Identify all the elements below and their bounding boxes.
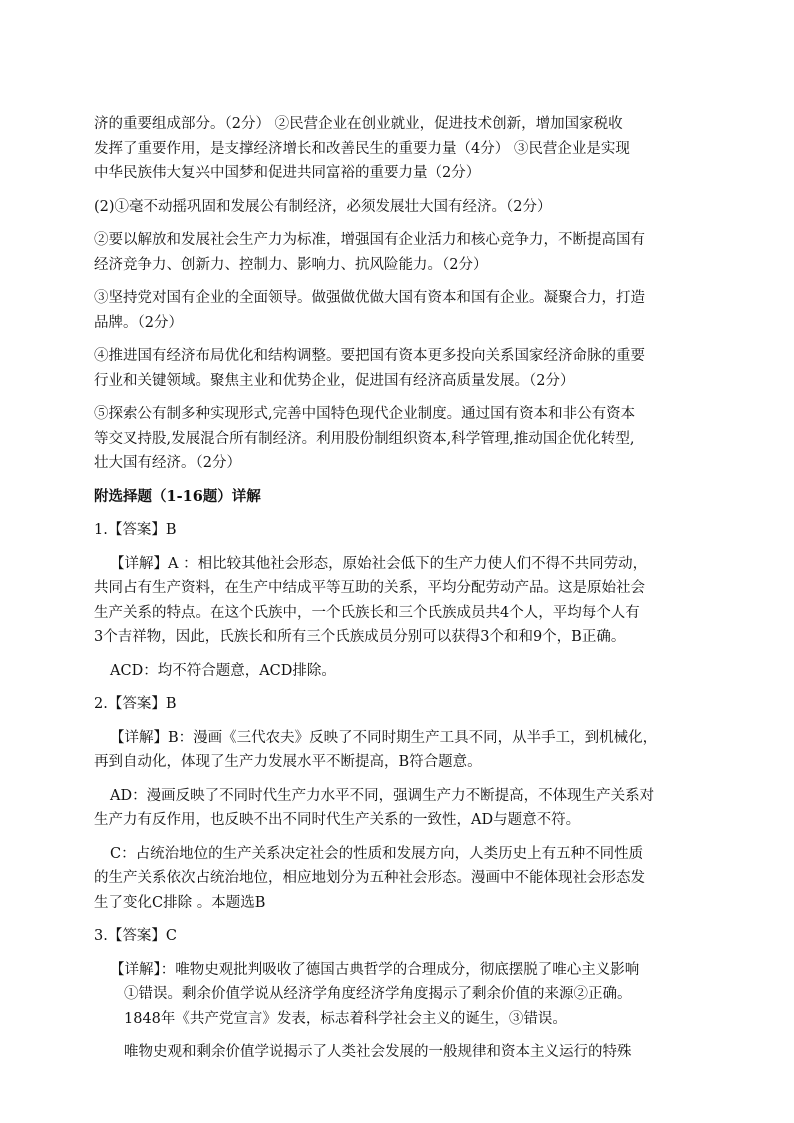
- text-line: 生了变化C排除 。本题选B: [94, 894, 266, 911]
- text-line: ②要以解放和发展社会生产力为标准，增强国有企业活力和核心竞争力，不断提高国有: [94, 232, 645, 248]
- paragraph-item2-4: [94, 344, 704, 393]
- q3-answer: 3.【答案】C: [94, 928, 177, 944]
- text-line: 3个吉祥物，因此，氏族长和所有三个氏族成员分别可以获得3个和和9个，B正确。: [94, 629, 626, 645]
- text-line: 的生产关系依次占统治地位，相应地划分为五种社会形态。漫画中不能体现社会形态发: [94, 870, 645, 886]
- q3-detail: [94, 958, 704, 1032]
- text-line: 品牌。（2分）: [94, 314, 183, 331]
- text-line: 【详解】B：漫画《三代农夫》反映了不同时期生产工具不同，从半手工，到机械化，: [110, 729, 658, 746]
- text-line: ⑤探索公有制多种实现形式,完善中国特色现代企业制度。通过国有资本和非公有资本: [94, 406, 636, 422]
- text-line: 经济竞争力、创新力、控制力、影响力、抗风险能力。（2分）: [94, 256, 488, 273]
- text-line: 共同占有生产资料，在生产中结成平等互助的关系，平均分配劳动产品。这是原始社会: [94, 580, 645, 596]
- section-title: 附选择题（1-16题）详解: [94, 487, 261, 505]
- text-line: 等交叉持股,发展混合所有制经济。利用股份制组织资本,科学管理,推动国企优化转型,: [94, 430, 635, 447]
- q3-last: 唯物史观和剩余价值学说揭示了人类社会发展的一般规律和资本主义运行的特殊: [124, 1044, 632, 1060]
- q2-note-ad: [94, 784, 704, 833]
- text-line: 中华民族伟大复兴中国梦和促进共同富裕的重要力量（2分）: [94, 165, 481, 181]
- text-line: 发挥了重要作用，是支撑经济增长和改善民生的重要力量（4分） ③民营企业是实现: [94, 140, 630, 157]
- q1-detail: [94, 552, 704, 650]
- text-line: AD：漫画反映了不同时代生产力水平不同，强调生产力不断提高，不体现生产关系对: [110, 787, 655, 804]
- q2-answer: 2.【答案】B: [94, 696, 177, 712]
- text-line: C：占统治地位的生产关系决定社会的性质和发展方向，人类历史上有五种不同性质: [110, 845, 644, 862]
- paragraph-item2-1: [94, 195, 704, 220]
- text-line: 济的重要组成部分。（2分） ②民营企业在创业就业，促进技术创新，增加国家税收: [94, 116, 623, 132]
- text-line: 壮大国有经济。（2分）: [94, 455, 241, 471]
- text-line: ①错误。剩余价值学说从经济学角度经济学角度揭示了剩余价值的来源②正确。: [124, 986, 632, 1002]
- paragraph-item2-2: [94, 228, 704, 277]
- text-line: 【详解】：唯物史观批判吸收了德国古典哲学的合理成分，彻底摆脱了唯心主义影响: [110, 961, 640, 978]
- text-line: ④推进国有经济布局优化和结构调整。要把国有资本更多投向关系国家经济命脉的重要: [94, 348, 645, 364]
- text-line: 生产关系的特点。在这个氏族中，一个氏族长和三个氏族成员共4个人，平均每个人有: [94, 604, 640, 621]
- text-line: 生产力有反作用，也反映不出不同时代生产关系的一致性，AD与题意不符。: [94, 812, 581, 828]
- paragraph-item2-3: [94, 286, 704, 335]
- paragraph-item2-5: [94, 402, 704, 476]
- q1-note: ACD：均不符合题意，ACD排除。: [110, 662, 336, 679]
- document-page: [94, 112, 704, 1065]
- text-line: ③坚持党对国有企业的全面领导。做强做优做大国有资本和国有企业。凝聚合力，打造: [94, 290, 645, 306]
- paragraph-block1: [94, 112, 704, 186]
- q2-detail: [94, 726, 704, 775]
- q2-note-c: [94, 842, 704, 916]
- text-line: 【详解】A ：相比较其他社会形态，原始社会低下的生产力使人们不得不共同劳动，: [110, 555, 648, 572]
- text-line: (2)①毫不动摇巩固和发展公有制经济，必须发展壮大国有经济。（2分）: [94, 198, 552, 215]
- text-line: 行业和关键领域。聚焦主业和优势企业，促进国有经济高质量发展。（2分）: [94, 372, 575, 389]
- q1-answer: 1.【答案】B: [94, 522, 177, 538]
- text-line: 1848年《共产党宣言》发表，标志着科学社会主义的诞生，③错误。: [124, 1010, 567, 1027]
- text-line: 再到自动化，体现了生产力发展水平不断提高，B符合题意。: [94, 754, 482, 770]
